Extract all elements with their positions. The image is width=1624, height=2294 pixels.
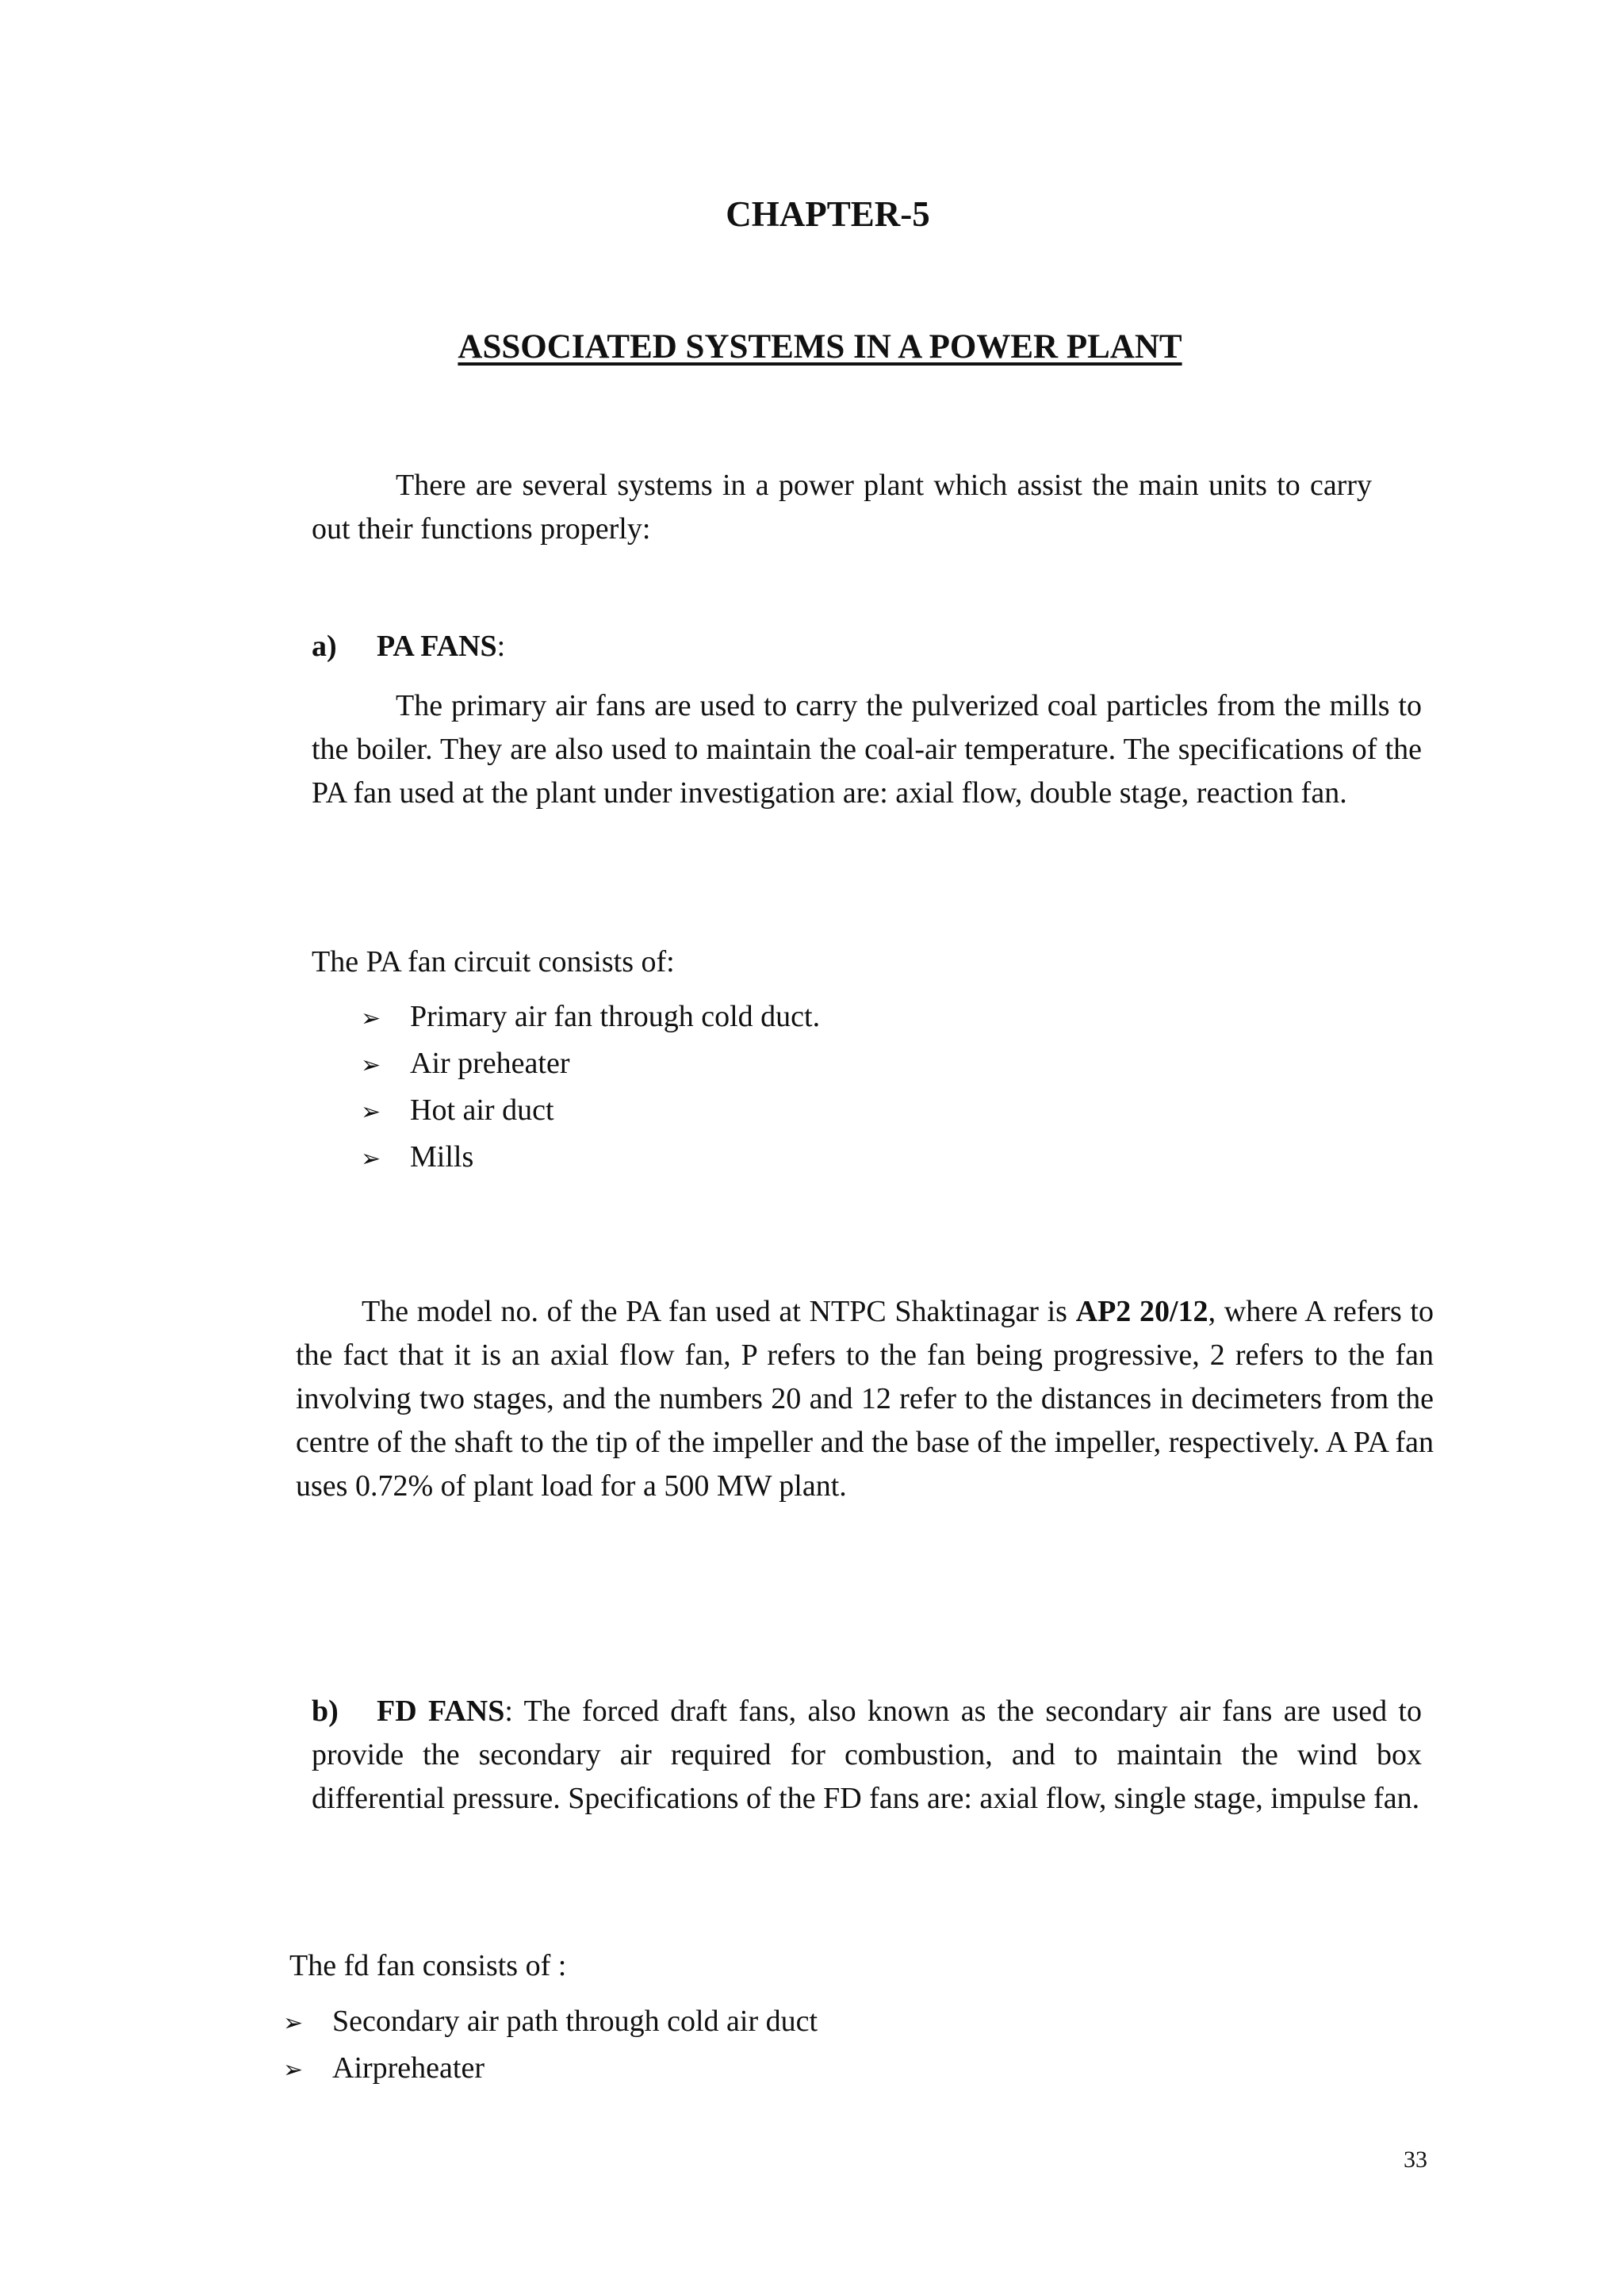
pa-circuit-intro: The PA fan circuit consists of:: [312, 945, 675, 978]
section-colon: :: [496, 630, 506, 663]
pa-fans-description: The primary air fans are used to carry the pulverized coal particles from the mills to the boiler. They are also used to maintain the coal-air temperature. The specifications of the PA fan used at the plant under investigation are: axial flow, double stage, reaction fan.: [312, 689, 1422, 810]
list-item: [361, 994, 820, 1041]
list-item-text: Airpreheater: [332, 2051, 485, 2085]
intro-paragraph: There are several systems in a power plant which assist the main units to carry out their functions properly:: [312, 469, 1372, 546]
list-item-text: Hot air duct: [410, 1093, 554, 1127]
pa-circuit-list: [361, 994, 820, 1181]
list-item: [361, 1135, 820, 1181]
list-item-text: Air preheater: [410, 1047, 570, 1080]
arrowhead-bullet-icon: ➢: [361, 1005, 381, 1032]
chapter-heading: CHAPTER-5: [726, 194, 930, 234]
fd-fans-description: : The forced draft fans, also known as the secondary air fans are used to provide the secondary air required for combustion, and to maintain the wind box differential pressure. Specifications of the FD fans are: axial flow, single stage, impulse fan.: [312, 1695, 1422, 1815]
list-item: [361, 1088, 820, 1135]
chapter-title: ASSOCIATED SYSTEMS IN A POWER PLANT: [458, 328, 1182, 366]
pa-model-paragraph: [296, 1290, 1434, 1508]
fd-circuit-list: [283, 1999, 818, 2093]
arrowhead-bullet-icon: ➢: [361, 1098, 381, 1126]
model-text-before: The model no. of the PA fan used at NTPC Shaktinagar is: [362, 1295, 1076, 1328]
section-label: a): [312, 630, 337, 663]
arrowhead-bullet-icon: ➢: [361, 1145, 381, 1173]
list-item: [283, 2046, 818, 2093]
list-item: [361, 1041, 820, 1088]
list-item-text: Secondary air path through cold air duct: [332, 2005, 818, 2038]
list-item: [283, 1999, 818, 2046]
arrowhead-bullet-icon: ➢: [283, 2009, 304, 2037]
arrowhead-bullet-icon: ➢: [361, 1051, 381, 1079]
section-label: b): [312, 1695, 339, 1728]
page-number: 33: [1404, 2147, 1427, 2173]
list-item-text: Primary air fan through cold duct.: [410, 1000, 821, 1033]
arrowhead-bullet-icon: ➢: [283, 2056, 304, 2084]
section-title: PA FANS: [377, 630, 497, 663]
fd-circuit-intro: The fd fan consists of :: [289, 1949, 567, 1982]
section-heading-pa-fans: [312, 629, 505, 664]
model-text-after: , where A refers to the fact that it is an axial flow fan, P refers to the fan being progressive, 2 refers to the fan involving two stages, and the numbers 20 and 12 refer to the distances in decimeters from the centre of the shaft to the tip of the impeller and the base of the impeller, respectively. A PA fan uses 0.72% of plant load for a 500 MW plant.: [296, 1295, 1434, 1503]
list-item-text: Mills: [410, 1140, 474, 1174]
fd-fans-paragraph: [312, 1690, 1422, 1821]
section-title: FD FANS: [377, 1695, 505, 1728]
model-number: AP2 20/12: [1075, 1295, 1208, 1328]
